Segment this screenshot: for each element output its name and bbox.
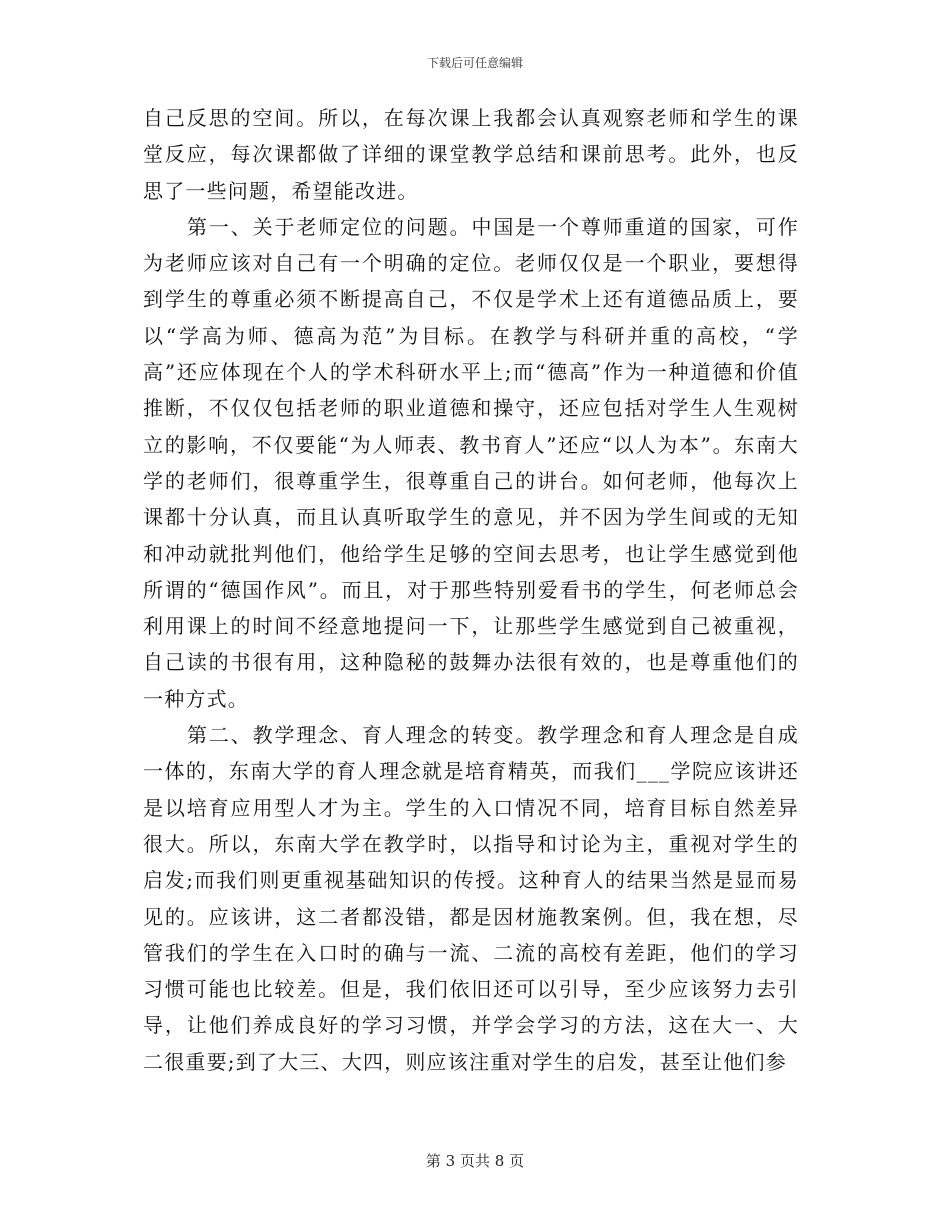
paragraph-3: 第二、教学理念、育人理念的转变。教学理念和育人理念是自成一体的，东南大学的育人理念就是培育精英，而我们___学院应该讲还是以培育应用型人才为主。学生的入口情况不同，培育目标自然差异很大。所以，东南大学在教学时，以指导和讨论为主，重视对学生的启发;而我们则更重视基础知识的传授。这种育人的结果当然是显而易见的。应该讲，这二者都没错，都是因材施教案例。但，我在想，尽管我们的学生在入口时的确与一流、二流的高校有差距，他们的学习习惯可能也比较差。但是，我们依旧还可以引导，至少应该努力去引导，让他们养成良好的学习习惯，并学会学习的方法，这在大一、大二很重要;到了大三、大四，则应该注重对学生的启发，甚至让他们参 [143, 723, 799, 1074]
page-header-note: 下载后可任意编辑 [426, 56, 523, 70]
page-number: 第 3 页共 8 页 [425, 1152, 525, 1170]
document-body [143, 100, 799, 1080]
paragraph-2: 第一、关于老师定位的问题。中国是一个尊师重道的国家，可作为老师应该对自己有一个明确的定位。老师仅仅是一个职业，要想得到学生的尊重必须不断提高自己，不仅是学术上还有道德品质上，要以“学高为师、德高为范”为目标。在教学与科研并重的高校，“学高”还应体现在个人的学术科研水平上;而“德高”作为一种道德和价值推断，不仅仅包括老师的职业道德和操守，还应包括对学生人生观树立的影响，不仅要能“为人师表、教书育人”还应“以人为本”。东南大学的老师们，很尊重学生，很尊重自己的讲台。如何老师，他每次上课都十分认真，而且认真听取学生的意见，并不因为学生间或的无知和冲动就批判他们，他给学生足够的空间去思考，也让学生感觉到他所谓的“德国作风”。而且，对于那些特别爱看书的学生，何老师总会利用课上的时间不经意地提问一下，让那些学生感觉到自己被重视，自己读的书很有用，这种隐秘的鼓舞办法很有效的，也是尊重他们的一种方式。 [143, 214, 799, 711]
paragraph-1: 自己反思的空间。所以，在每次课上我都会认真观察老师和学生的课堂反应，每次课都做了详细的课堂教学总结和课前思考。此外，也反思了一些问题，希望能改进。 [143, 106, 799, 203]
